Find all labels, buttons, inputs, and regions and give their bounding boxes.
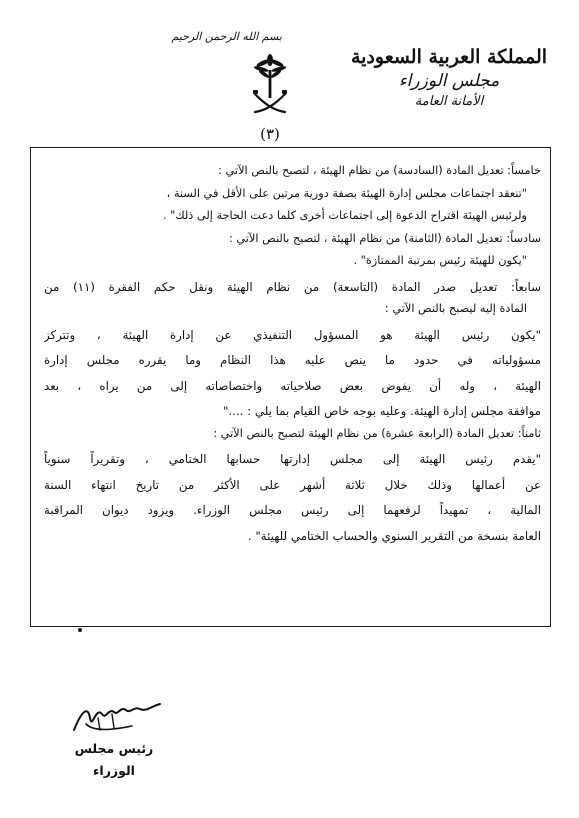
signatory-title: رئيس مجلس الوزراء — [74, 741, 154, 778]
clause-5-text-line: ولرئيس الهيئة اقتراح الدعوة إلى اجتماعات أخرى كلما دعت الحاجة إلى ذلك" . — [162, 209, 527, 222]
basmala: بسم الله الرحمن الرحيم — [171, 30, 282, 43]
clause-7-heading: سابعاً: تعديل صدر المادة (التاسعة) من نظام الهيئة ونقل حكم الفقرة (١١) من — [44, 279, 541, 294]
clause-8-text-line: "يقدم رئيس الهيئة إلى مجلس إدارتها حسابها الختامي ، وتقريراً سنوياً — [44, 452, 541, 466]
clause-6-text-line: "يكون للهيئة رئيس بمرتبة الممتازة" . — [353, 254, 527, 267]
clause-5-text-line: "تنعقد اجتماعات مجلس إدارة الهيئة بصفة دورية مرتين على الأقل في السنة ، — [166, 186, 527, 200]
clause-6-heading: سادساً: تعديل المادة (الثامنة) من نظام الهيئة ، لتصبح بالنص الآتي : — [228, 231, 541, 245]
clause-8-text-line: عن أعمالها وذلك خلال ثلاثة أشهر على الأكثر من تاريخ انتهاء السنة — [44, 477, 541, 492]
clause-7-heading-cont: المادة إليه ليصبح بالنص الآتي : — [384, 302, 527, 315]
clause-8-text-line: العامة بنسخة من التقرير السنوي والحساب الختامي للهيئة" . — [247, 528, 541, 543]
clause-8-text-line: المالية ، تمهيداً لرفعهما إلى رئيس مجلس الوزراء. ويزود ديوان المراقبة — [44, 503, 541, 517]
clause-8-heading: ثامناً: تعديل المادة (الرابعة عشرة) من نظام الهيئة لتصبح بالنص الآتي : — [213, 426, 541, 440]
saudi-emblem-icon — [252, 52, 288, 118]
ink-mark — [78, 628, 82, 632]
decision-text — [44, 160, 541, 547]
secretariat-name: الأمانة العامة — [414, 94, 484, 109]
kingdom-name: المملكة العربية السعودية — [350, 46, 548, 68]
clause-7-text-line: الهيئة ، وله أن يفوض بعض صلاحياته واختصاصاته إلى من يراه ، بعد — [44, 378, 541, 393]
clause-7-text-line: موافقة مجلس إدارة الهيئة. وعليه بوجه خاص القيام بما يلي : ...." — [222, 404, 541, 418]
handwritten-signature — [72, 700, 162, 736]
page-number: (٣) — [260, 125, 280, 143]
clause-5-heading: خامساً: تعديل المادة (السادسة) من نظام الهيئة ، لتصبح بالنص الآتي : — [218, 164, 541, 177]
clause-7-text-line: مسؤولياته في حدود ما ينص عليه هذا النظام وما يقرره مجلس إدارة — [44, 353, 541, 367]
council-name: مجلس الوزراء — [398, 71, 500, 91]
clause-7-text-line: "يكون رئيس الهيئة هو المسؤول التنفيذي عن إدارة الهيئة ، وتتركز — [44, 327, 541, 342]
letterhead — [349, 44, 549, 112]
